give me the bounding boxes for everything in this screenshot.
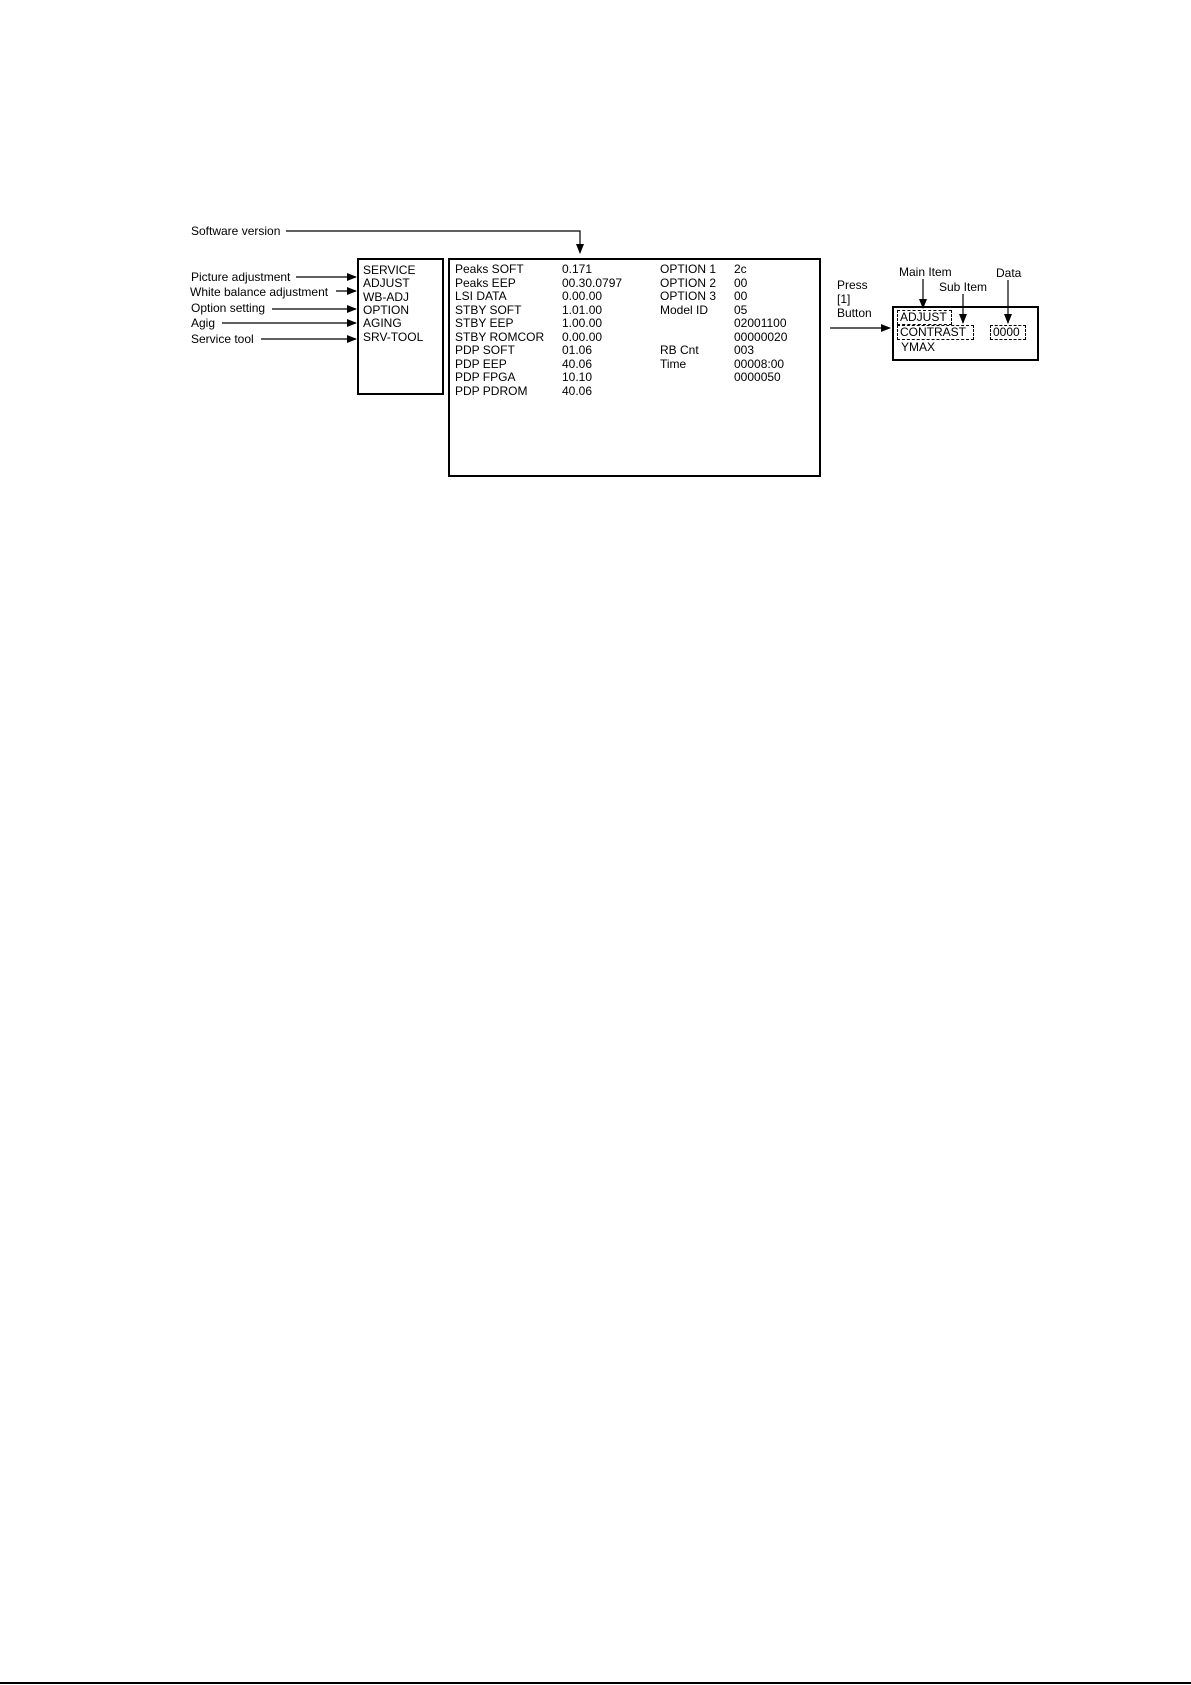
info-label: OPTION 2 bbox=[660, 276, 717, 290]
menu-item-service[interactable]: SERVICE bbox=[363, 263, 416, 277]
menu-item-wb-adj[interactable]: WB-ADJ bbox=[363, 290, 409, 304]
info-value: 0.171 bbox=[562, 262, 593, 276]
info-value: 003 bbox=[734, 343, 755, 357]
software-version-label: Software version bbox=[191, 224, 281, 238]
info-label: STBY ROMCOR bbox=[455, 330, 545, 344]
info-value: 00.30.0797 bbox=[562, 276, 623, 290]
info-label: Peaks EEP bbox=[455, 276, 516, 290]
info-value: 05 bbox=[734, 303, 748, 317]
menu-item-option[interactable]: OPTION bbox=[363, 303, 410, 317]
next-item-value[interactable]: YMAX bbox=[901, 340, 936, 354]
sub-item-callout: Sub Item bbox=[939, 280, 988, 294]
page-bottom-rule bbox=[0, 1682, 1191, 1684]
info-label: RB Cnt bbox=[660, 343, 699, 357]
info-label: OPTION 1 bbox=[660, 262, 717, 276]
info-label: PDP PDROM bbox=[455, 384, 528, 398]
info-label: LSI DATA bbox=[455, 289, 507, 303]
service-tool-label: Service tool bbox=[191, 332, 254, 346]
press-button-label: Button bbox=[837, 306, 872, 320]
info-value: 0.00.00 bbox=[562, 289, 603, 303]
info-value: 40.06 bbox=[562, 384, 593, 398]
option-setting-label: Option setting bbox=[191, 301, 266, 315]
info-label: Model ID bbox=[660, 303, 709, 317]
main-item-value[interactable]: ADJUST bbox=[900, 310, 947, 324]
info-value: 40.06 bbox=[562, 357, 593, 371]
info-value: 02001100 bbox=[734, 316, 787, 330]
info-label: Time bbox=[660, 357, 687, 371]
menu-item-srv-tool[interactable]: SRV-TOOL bbox=[363, 330, 424, 344]
software-version-arrow bbox=[286, 231, 580, 253]
info-value: 00000020 bbox=[734, 330, 788, 344]
menu-item-aging[interactable]: AGING bbox=[363, 316, 402, 330]
main-item-callout: Main Item bbox=[899, 265, 952, 279]
info-label: STBY SOFT bbox=[455, 303, 522, 317]
info-label: OPTION 3 bbox=[660, 289, 717, 303]
info-label: PDP FPGA bbox=[455, 370, 516, 384]
info-label: Peaks SOFT bbox=[455, 262, 524, 276]
info-value: 00008:00 bbox=[734, 357, 785, 371]
info-value: 10.10 bbox=[562, 370, 593, 384]
info-label: PDP SOFT bbox=[455, 343, 515, 357]
white-balance-adjustment-label: White balance adjustment bbox=[190, 285, 329, 299]
info-value: 0000050 bbox=[734, 370, 781, 384]
data-value[interactable]: 0000 bbox=[993, 325, 1020, 339]
info-label: STBY EEP bbox=[455, 316, 514, 330]
press-label: Press bbox=[837, 278, 868, 292]
info-label: PDP EEP bbox=[455, 357, 507, 371]
sub-item-value[interactable]: CONTRAST bbox=[900, 325, 966, 339]
picture-adjustment-label: Picture adjustment bbox=[191, 270, 291, 284]
menu-item-adjust[interactable]: ADJUST bbox=[363, 276, 410, 290]
info-value: 2c bbox=[734, 262, 747, 276]
press-key-label: [1] bbox=[837, 292, 851, 306]
info-value: 01.06 bbox=[562, 343, 593, 357]
info-value: 00 bbox=[734, 289, 748, 303]
data-callout: Data bbox=[996, 266, 1022, 280]
info-value: 00 bbox=[734, 276, 748, 290]
aging-label: Agig bbox=[191, 316, 216, 330]
info-value: 1.01.00 bbox=[562, 303, 603, 317]
info-value: 1.00.00 bbox=[562, 316, 603, 330]
info-value: 0.00.00 bbox=[562, 330, 603, 344]
